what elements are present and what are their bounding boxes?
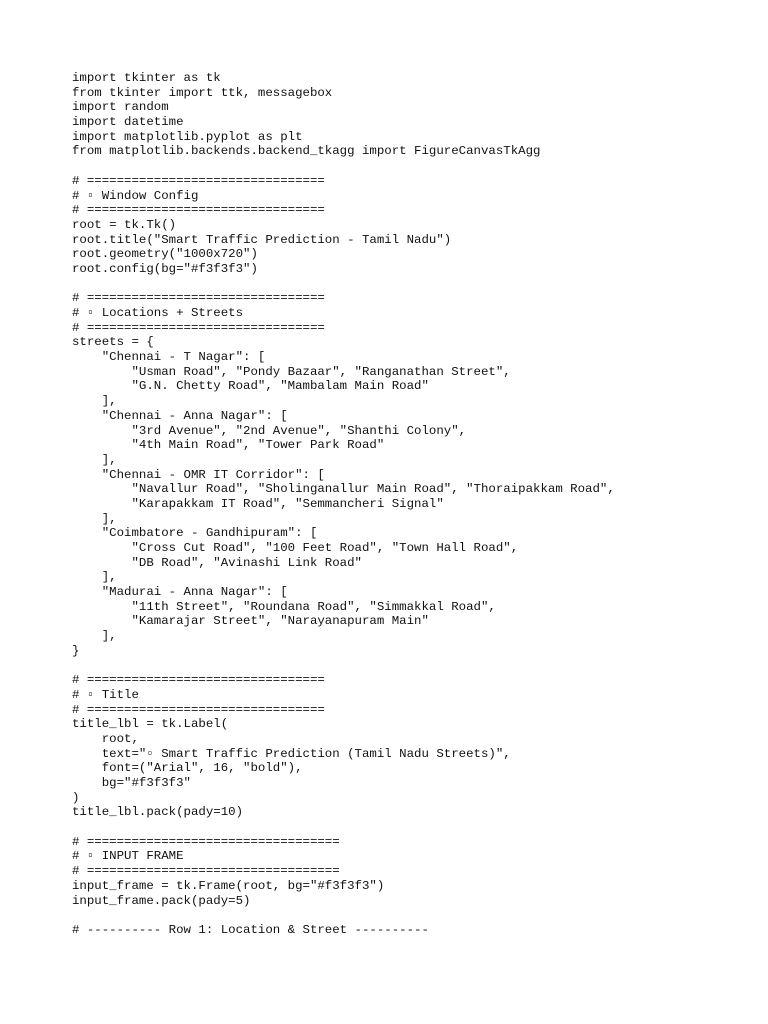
- code-line: ],: [72, 629, 117, 644]
- code-line: import datetime: [72, 115, 184, 130]
- code-line: [72, 908, 752, 923]
- code-line: # ▫ Window Config: [72, 188, 199, 203]
- code-line: "Cross Cut Road", "100 Feet Road", "Town Hall Road",: [72, 541, 519, 555]
- code-line: # ================================: [72, 291, 325, 306]
- code-line: bg="#f3f3f3": [72, 776, 191, 790]
- code-line: # ▫ Locations + Streets: [72, 306, 244, 320]
- code-line: root,: [72, 731, 139, 746]
- code-line: "Chennai - OMR IT Corridor": [: [72, 467, 325, 482]
- code-line: "Madurai - Anna Nagar": [: [72, 585, 288, 600]
- code-line: "Coimbatore - Gandhipuram": [: [72, 526, 318, 541]
- code-line: # ---------- Row 1: Location & Street ----------: [72, 922, 429, 937]
- code-line: root = tk.Tk(): [72, 217, 177, 232]
- code-line: title_lbl = tk.Label(: [72, 717, 229, 732]
- code-line: # ================================: [72, 702, 325, 717]
- code-line: streets = {: [72, 335, 154, 350]
- code-line: root.geometry("1000x720"): [72, 247, 258, 262]
- code-line: # ================================: [72, 320, 325, 335]
- code-line: ],: [72, 570, 117, 585]
- code-line: from matplotlib.backends.backend_tkagg import FigureCanvasTkAgg: [72, 144, 541, 159]
- code-line: "Chennai - T Nagar": [: [72, 350, 266, 365]
- code-line: text="▫ Smart Traffic Prediction (Tamil Nadu Streets)",: [72, 746, 511, 761]
- code-line: title_lbl.pack(pady=10): [72, 805, 244, 820]
- code-line: "3rd Avenue", "2nd Avenue", "Shanthi Colony",: [72, 423, 467, 438]
- code-line: # ================================: [72, 203, 325, 218]
- code-line: # ▫ INPUT FRAME: [72, 849, 184, 864]
- code-line: input_frame.pack(pady=5): [72, 893, 251, 908]
- code-line: ],: [72, 452, 117, 467]
- code-line: root.config(bg="#f3f3f3"): [72, 261, 258, 276]
- code-line: font=("Arial", 16, "bold"),: [72, 761, 303, 776]
- code-line: [72, 159, 752, 174]
- code-line: [72, 277, 752, 292]
- code-line: # ==================================: [72, 864, 340, 879]
- code-line: import random: [72, 100, 169, 115]
- code-line: "11th Street", "Roundana Road", "Simmakkal Road",: [72, 599, 496, 614]
- code-line: ],: [72, 394, 117, 409]
- code-line: }: [72, 643, 80, 658]
- code-line: # ================================: [72, 673, 325, 688]
- code-line: # ================================: [72, 173, 325, 188]
- code-line: "Kamarajar Street", "Narayanapuram Main": [72, 614, 429, 629]
- code-line: "DB Road", "Avinashi Link Road": [72, 555, 362, 570]
- code-line: from tkinter import ttk, messagebox: [72, 85, 333, 100]
- code-line: root.title("Smart Traffic Prediction - Tamil Nadu"): [72, 232, 452, 247]
- code-line: "G.N. Chetty Road", "Mambalam Main Road": [72, 379, 429, 394]
- code-line: import tkinter as tk: [72, 71, 221, 85]
- code-line: "Chennai - Anna Nagar": [: [72, 408, 288, 423]
- code-listing: [72, 71, 752, 938]
- code-line: import matplotlib.pyplot as plt: [72, 129, 303, 144]
- code-line: "Usman Road", "Pondy Bazaar", "Ranganathan Street",: [72, 364, 511, 379]
- code-line: input_frame = tk.Frame(root, bg="#f3f3f3"): [72, 878, 385, 893]
- code-line: # ==================================: [72, 834, 340, 849]
- code-line: "Navallur Road", "Sholinganallur Main Road", "Thoraipakkam Road",: [72, 482, 615, 497]
- code-line: # ▫ Title: [72, 687, 139, 702]
- code-line: [72, 659, 752, 674]
- code-line: ],: [72, 511, 117, 526]
- code-line: "Karapakkam IT Road", "Semmancheri Signal": [72, 496, 444, 511]
- code-line: [72, 820, 752, 835]
- code-line: ): [72, 790, 80, 805]
- code-line: "4th Main Road", "Tower Park Road": [72, 438, 385, 453]
